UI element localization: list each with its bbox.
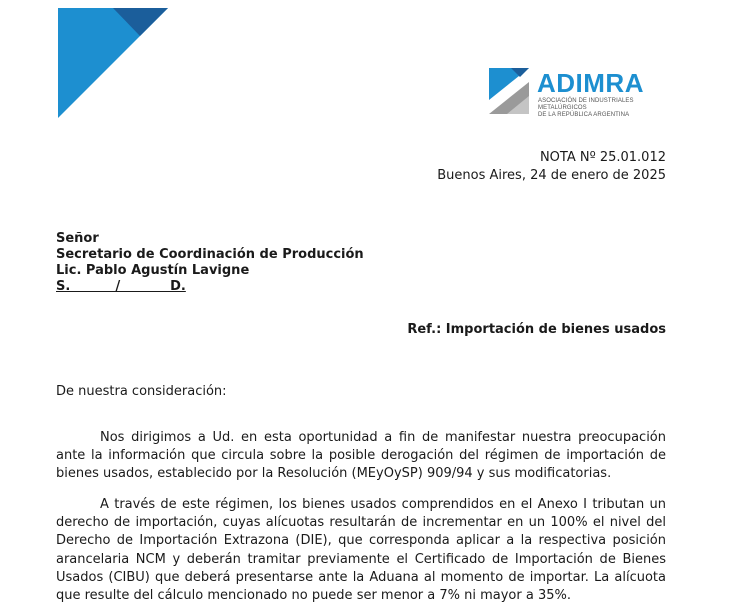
addressee-block [56,231,364,295]
body-paragraph-2: A través de este régimen, los bienes usados comprendidos en el Anexo I tributan un derecho de importación, cuyas alícuotas resultarán de incrementar en un 100% el nivel del Derecho de Importación Extrazona (DIE), que corresponda aplicar a la respectiva posición arancelaria NCM y deberán tramitar previamente el Certificado de Importación de Bienes Usados (CIBU) que deberá presentarse ante la Aduana al momento de importar. La alícuota que resulte del cálculo mencionado no puede ser menor a 7% ni mayor a 35%. [56,497,666,604]
addressee-name: Lic. Pablo Agustín Lavigne [56,263,250,278]
adimra-logo [489,68,679,116]
greeting: De nuestra consideración: [56,384,227,399]
logo-subtitle [538,98,678,119]
note-number: NOTA Nº 25.01.012 [539,150,666,165]
place-date: Buenos Aires, 24 de enero de 2025 [437,168,666,183]
addressee-position: Secretario de Coordinación de Producción [56,247,364,262]
logo-subtitle-line1: ASOCIACIÓN DE INDUSTRIALES METALÚRGICOS [538,98,634,111]
addressee-sd: S. / D. [56,279,186,294]
logo-subtitle-line2: DE LA REPÚBLICA ARGENTINA [538,112,630,118]
body-paragraph-1: Nos dirigimos a Ud. en esta oportunidad a fin de manifestar nuestra preocupación ante la información que circula sobre la posible derogación del régimen de importación de bienes usados, establecido por la Resolución (MEyOySP) 909/94 y sus modificatorias. [56,430,666,482]
logo-name: ADIMRA [537,68,644,98]
corner-decoration [58,8,168,118]
addressee-salutation: Señor [56,231,99,246]
reference-line: Ref.: Importación de bienes usados [407,322,666,337]
adimra-logo-mark-icon [489,68,529,114]
note-header [437,149,666,185]
